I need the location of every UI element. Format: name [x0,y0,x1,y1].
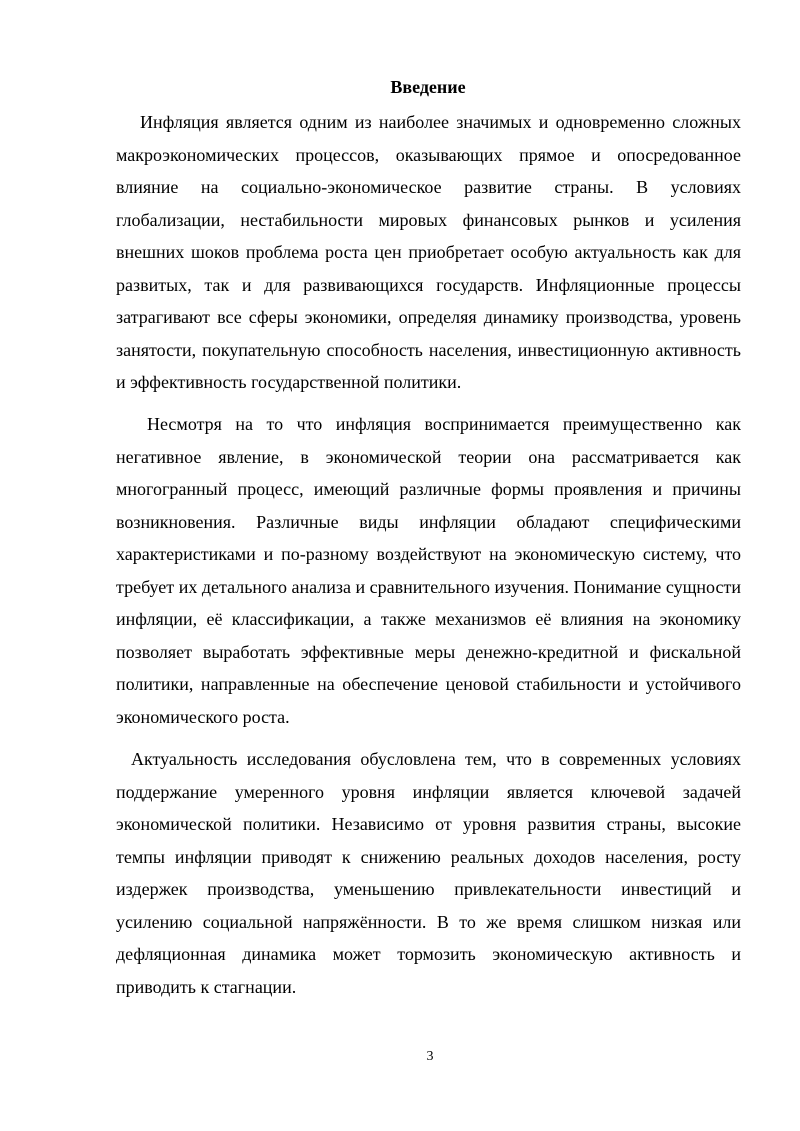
page-title: Введение [390,77,466,97]
paragraph-1: Инфляция является одним из наиболее значимых и одновременно сложных макроэкономических процессов, оказывающих прямое и опосредованное влияние на социально-экономическое развитие страны. В условиях глобализации, нестабильности мировых финансовых рынков и усиления внешних шоков проблема роста цен приобретает особую актуальность как для развитых, так и для развивающихся государств. Инфляционные процессы затрагивают все сферы экономики, определяя динамику производства, уровень занятости, покупательную способность населения, инвестиционную активность и эффективность государственной политики. [116,112,741,392]
paragraph-2: Несмотря на то что инфляция воспринимается преимущественно как негативное явление, в экономической теории она рассматривается как многогранный процесс, имеющий различные формы проявления и причины возникновения. Различные виды инфляции обладают специфическими характеристиками и по-разному воздействуют на экономическую систему, что требует их детального анализа и сравнительного изучения. Понимание сущности инфляции, её классификации, а также механизмов её влияния на экономику позволяет выработать эффективные меры денежно-кредитной и фискальной политики, направленные на обеспечение ценовой стабильности и устойчивого экономического роста. [116,414,741,727]
paragraph-3: Актуальность исследования обусловлена тем, что в современных условиях поддержание умеренного уровня инфляции является ключевой задачей экономической политики. Независимо от уровня развития страны, высокие темпы инфляции приводят к снижению реальных доходов населения, росту издержек производства, уменьшению привлекательности инвестиций и усилению социальной напряжённости. В то же время слишком низкая или дефляционная динамика может тормозить экономическую активность и приводить к стагнации. [116,749,741,997]
page-number: 3 [426,1049,434,1064]
